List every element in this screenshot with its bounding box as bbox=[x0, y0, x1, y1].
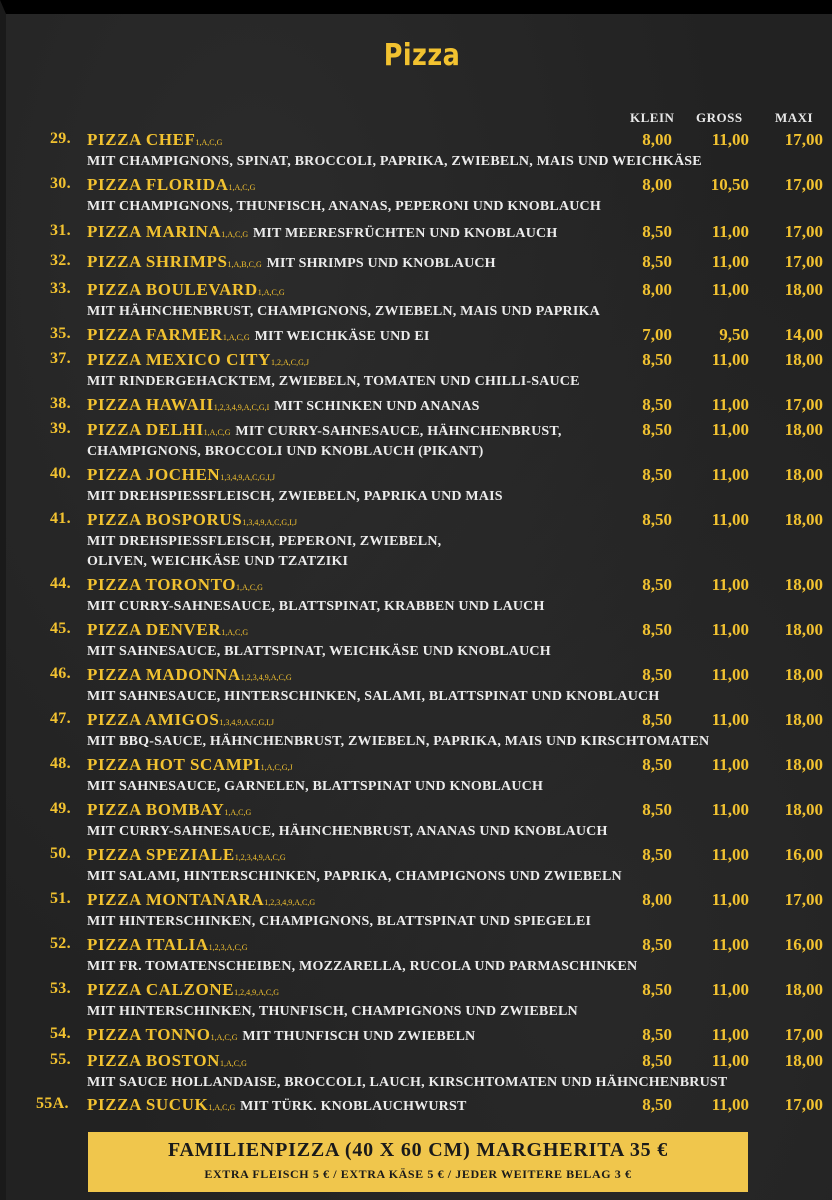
item-name bbox=[87, 665, 292, 685]
price-klein: 8,50 bbox=[642, 935, 672, 954]
allergen-codes: 1,A,C,G bbox=[236, 583, 263, 592]
menu-item-header bbox=[6, 1095, 832, 1117]
item-name bbox=[87, 175, 255, 195]
item-description: MIT CURRY-SAHNESAUCE, BLATTSPINAT, KRABBEN UND LAUCH bbox=[87, 599, 545, 614]
menu-item-header bbox=[6, 325, 832, 347]
price-klein: 8,50 bbox=[642, 1095, 672, 1114]
menu-item-header bbox=[6, 280, 832, 302]
price-maxi: 18,00 bbox=[784, 465, 823, 484]
allergen-codes: 1,A,C,G bbox=[203, 428, 231, 437]
item-number: 44. bbox=[50, 575, 71, 592]
item-description: MIT RINDERGEHACKTEM, ZWIEBELN, TOMATEN UND CHILLI-SAUCE bbox=[87, 374, 580, 389]
price-gross: 11,00 bbox=[711, 755, 749, 774]
menu-item-header bbox=[6, 465, 832, 487]
price-gross: 11,00 bbox=[711, 935, 749, 954]
menu-item-header bbox=[6, 710, 832, 732]
item-name bbox=[87, 280, 285, 300]
item-name bbox=[87, 420, 562, 440]
item-name bbox=[87, 222, 557, 242]
item-number: 45. bbox=[50, 620, 71, 637]
item-number: 35. bbox=[50, 325, 71, 342]
price-maxi: 18,00 bbox=[784, 755, 823, 774]
item-name bbox=[87, 1051, 247, 1071]
menu-item-header bbox=[6, 350, 832, 372]
allergen-codes: 1,A,C,G bbox=[222, 333, 250, 342]
item-number: 50. bbox=[50, 845, 71, 862]
price-gross: 11,00 bbox=[711, 1095, 749, 1114]
item-name-text: PIZZA BOULEVARD bbox=[87, 280, 258, 299]
price-gross: 11,00 bbox=[711, 890, 749, 909]
item-name-text: PIZZA AMIGOS bbox=[87, 710, 220, 729]
price-maxi: 18,00 bbox=[784, 1051, 823, 1070]
menu-item-header bbox=[6, 980, 832, 1002]
price-gross: 11,00 bbox=[711, 395, 749, 414]
menu-item-header bbox=[6, 420, 832, 442]
menu-item-header bbox=[6, 1051, 832, 1073]
price-maxi: 18,00 bbox=[784, 575, 823, 594]
item-name-text: PIZZA TONNO bbox=[87, 1025, 211, 1044]
item-name-text: PIZZA MADONNA bbox=[87, 665, 241, 684]
item-name bbox=[87, 252, 496, 272]
item-name-text: PIZZA MARINA bbox=[87, 222, 222, 241]
item-description: MIT MEERESFRÜCHTEN UND KNOBLAUCH bbox=[253, 226, 558, 241]
price-gross: 11,00 bbox=[711, 845, 749, 864]
allergen-codes: 1,3,4,9,A,C,G,I,J bbox=[220, 473, 275, 482]
item-name bbox=[87, 845, 286, 865]
menu-title: Pizza bbox=[383, 38, 461, 73]
item-number: 48. bbox=[50, 755, 71, 772]
item-number: 52. bbox=[50, 935, 71, 952]
price-klein: 8,50 bbox=[642, 980, 672, 999]
price-klein: 8,50 bbox=[642, 1051, 672, 1070]
item-description: MIT SAHNESAUCE, HINTERSCHINKEN, SALAMI, BLATTSPINAT UND KNOBLAUCH bbox=[87, 689, 660, 704]
price-maxi: 16,00 bbox=[784, 935, 823, 954]
item-name-text: PIZZA SPEZIALE bbox=[87, 845, 235, 864]
price-gross: 11,00 bbox=[711, 980, 749, 999]
price-maxi: 18,00 bbox=[784, 280, 823, 299]
price-klein: 8,50 bbox=[642, 420, 672, 439]
item-description: MIT TÜRK. KNOBLAUCHWURST bbox=[240, 1099, 467, 1114]
banner-title: FAMILIENPIZZA (40 X 60 CM) MARGHERITA 35 € bbox=[167, 1139, 669, 1161]
item-number: 33. bbox=[50, 280, 71, 297]
price-gross: 11,00 bbox=[711, 510, 749, 529]
price-gross: 11,00 bbox=[711, 350, 749, 369]
menu-item-header bbox=[6, 800, 832, 822]
item-name bbox=[87, 980, 279, 1000]
item-name-text: PIZZA MONTANARA bbox=[87, 890, 265, 909]
item-description: MIT SAHNESAUCE, GARNELEN, BLATTSPINAT UND KNOBLAUCH bbox=[87, 779, 544, 794]
price-gross: 9,50 bbox=[719, 325, 749, 344]
item-description: MIT DREHSPIESSFLEISCH, PEPERONI, ZWIEBELN, bbox=[87, 534, 442, 549]
item-description: MIT SHRIMPS UND KNOBLAUCH bbox=[266, 256, 496, 271]
item-number: 32. bbox=[50, 252, 71, 269]
price-gross: 11,00 bbox=[711, 665, 749, 684]
item-name bbox=[87, 130, 222, 150]
item-number: 54. bbox=[50, 1025, 71, 1042]
price-maxi: 18,00 bbox=[784, 980, 823, 999]
item-number: 55. bbox=[50, 1051, 71, 1068]
item-name-text: PIZZA CALZONE bbox=[87, 980, 235, 999]
item-name-text: PIZZA HAWAII bbox=[87, 395, 214, 414]
price-maxi: 17,00 bbox=[784, 130, 823, 149]
item-number: 38. bbox=[50, 395, 71, 412]
item-name-text: PIZZA TORONTO bbox=[87, 575, 237, 594]
menu-item-header bbox=[6, 252, 832, 274]
price-gross: 11,00 bbox=[711, 620, 749, 639]
price-gross: 11,00 bbox=[711, 280, 749, 299]
item-number: 51. bbox=[50, 890, 71, 907]
item-number: 46. bbox=[50, 665, 71, 682]
item-name bbox=[87, 800, 251, 820]
allergen-codes: 1,A,C,G bbox=[228, 183, 256, 192]
item-description: MIT THUNFISCH UND ZWIEBELN bbox=[242, 1029, 476, 1044]
menu-item-header bbox=[6, 890, 832, 912]
price-maxi: 17,00 bbox=[784, 175, 823, 194]
item-description: MIT CHAMPIGNONS, THUNFISCH, ANANAS, PEPERONI UND KNOBLAUCH bbox=[87, 199, 601, 214]
price-maxi: 17,00 bbox=[784, 890, 823, 909]
menu-item-header bbox=[6, 510, 832, 532]
item-number: 39. bbox=[50, 420, 71, 437]
price-gross: 11,00 bbox=[711, 465, 749, 484]
price-gross: 11,00 bbox=[711, 420, 749, 439]
price-klein: 8,50 bbox=[642, 755, 672, 774]
price-klein: 8,50 bbox=[642, 575, 672, 594]
allergen-codes: 1,2,4,9,A,C,G bbox=[234, 988, 280, 997]
item-name bbox=[87, 350, 309, 370]
price-klein: 8,00 bbox=[642, 175, 672, 194]
item-name bbox=[87, 1025, 475, 1045]
price-gross: 11,00 bbox=[711, 800, 749, 819]
item-number: 41. bbox=[50, 510, 71, 527]
allergen-codes: 1,A,C,G bbox=[224, 808, 252, 817]
price-klein: 8,50 bbox=[642, 465, 672, 484]
item-number: 37. bbox=[50, 350, 71, 367]
price-klein: 8,50 bbox=[642, 800, 672, 819]
item-description: CHAMPIGNONS, BROCCOLI UND KNOBLAUCH (PIKANT) bbox=[87, 444, 484, 459]
item-number: 29. bbox=[50, 130, 71, 147]
allergen-codes: 1,A,C,G bbox=[210, 1033, 238, 1042]
price-klein: 8,50 bbox=[642, 395, 672, 414]
allergen-codes: 1,A,B,C,G bbox=[227, 260, 262, 269]
column-header-gross: GROSS bbox=[696, 110, 743, 125]
allergen-codes: 1,A,C,G bbox=[221, 230, 249, 239]
menu-item-header bbox=[6, 130, 832, 152]
price-maxi: 17,00 bbox=[784, 395, 823, 414]
price-klein: 8,00 bbox=[642, 130, 672, 149]
item-name bbox=[87, 1095, 467, 1115]
item-number: 31. bbox=[50, 222, 71, 239]
allergen-codes: 1,A,C,G bbox=[220, 1059, 247, 1068]
item-description: OLIVEN, WEICHKÄSE UND TZATZIKI bbox=[87, 554, 349, 569]
column-header-klein: KLEIN bbox=[630, 110, 675, 125]
item-name bbox=[87, 755, 293, 775]
price-maxi: 18,00 bbox=[784, 420, 823, 439]
price-gross: 11,00 bbox=[711, 1051, 749, 1070]
menu-item-header bbox=[6, 665, 832, 687]
price-klein: 8,00 bbox=[642, 280, 672, 299]
item-description: MIT SAUCE HOLLANDAISE, BROCCOLI, LAUCH, KIRSCHTOMATEN UND HÄHNCHENBRUST bbox=[87, 1075, 728, 1090]
allergen-codes: 1,A,C,G bbox=[195, 138, 223, 147]
item-description: MIT HINTERSCHINKEN, CHAMPIGNONS, BLATTSPINAT UND SPIEGELEI bbox=[87, 914, 592, 929]
price-maxi: 14,00 bbox=[784, 325, 823, 344]
allergen-codes: 1,2,A,C,G,J bbox=[271, 358, 310, 367]
item-number: 49. bbox=[50, 800, 71, 817]
price-klein: 8,50 bbox=[642, 620, 672, 639]
item-name bbox=[87, 465, 275, 485]
price-gross: 10,50 bbox=[710, 175, 749, 194]
price-gross: 11,00 bbox=[711, 252, 749, 271]
item-name bbox=[87, 710, 274, 730]
item-name-text: PIZZA FLORIDA bbox=[87, 175, 229, 194]
price-gross: 11,00 bbox=[711, 575, 749, 594]
item-name-text: PIZZA SUCUK bbox=[87, 1095, 209, 1114]
item-number: 53. bbox=[50, 980, 71, 997]
price-gross: 11,00 bbox=[711, 710, 749, 729]
menu-item-header bbox=[6, 845, 832, 867]
item-description: MIT SCHINKEN UND ANANAS bbox=[274, 399, 480, 414]
price-maxi: 16,00 bbox=[784, 845, 823, 864]
item-description: MIT WEICHKÄSE UND EI bbox=[254, 329, 430, 344]
item-number: 30. bbox=[50, 175, 71, 192]
item-name-text: PIZZA BOSTON bbox=[87, 1051, 221, 1070]
item-name-text: PIZZA HOT SCAMPI bbox=[87, 755, 261, 774]
price-klein: 7,00 bbox=[642, 325, 672, 344]
item-name bbox=[87, 890, 315, 910]
item-name-text: PIZZA BOSPORUS bbox=[87, 510, 243, 529]
price-maxi: 18,00 bbox=[784, 800, 823, 819]
allergen-codes: 1,2,3,4,9,A,C,G bbox=[234, 853, 286, 862]
allergen-codes: 1,2,3,A,C,G bbox=[208, 943, 248, 952]
item-name bbox=[87, 935, 248, 955]
item-number: 55A. bbox=[36, 1095, 69, 1112]
item-name-text: PIZZA CHEF bbox=[87, 130, 196, 149]
item-name-text: PIZZA DENVER bbox=[87, 620, 222, 639]
allergen-codes: 1,3,4,9,A,C,G,I,J bbox=[219, 718, 275, 727]
item-name bbox=[87, 620, 248, 640]
allergen-codes: 1,3,4,9,A,C,G,I,J bbox=[242, 518, 297, 527]
item-number: 47. bbox=[50, 710, 71, 727]
banner-subtitle: EXTRA FLEISCH 5 € / EXTRA KÄSE 5 € / JEDER WEITERE BELAG 3 € bbox=[204, 1167, 632, 1181]
price-klein: 8,50 bbox=[642, 845, 672, 864]
menu-item-header bbox=[6, 620, 832, 642]
price-maxi: 17,00 bbox=[784, 252, 823, 271]
allergen-codes: 1,A,C,G bbox=[208, 1103, 236, 1112]
allergen-codes: 1,2,3,4,9,A,C,G bbox=[264, 898, 316, 907]
family-pizza-banner bbox=[88, 1132, 748, 1192]
item-name-text: PIZZA FARMER bbox=[87, 325, 223, 344]
item-description: MIT DREHSPIESSFLEISCH, ZWIEBELN, PAPRIKA UND MAIS bbox=[87, 489, 503, 504]
price-klein: 8,50 bbox=[642, 252, 672, 271]
item-name bbox=[87, 510, 297, 530]
price-klein: 8,50 bbox=[642, 1025, 672, 1044]
column-header-maxi: MAXI bbox=[775, 110, 814, 125]
price-gross: 11,00 bbox=[711, 222, 749, 241]
price-maxi: 18,00 bbox=[784, 620, 823, 639]
item-description: MIT CURRY-SAHNESAUCE, HÄHNCHENBRUST, bbox=[235, 424, 562, 439]
price-maxi: 17,00 bbox=[784, 1025, 823, 1044]
price-klein: 8,00 bbox=[642, 890, 672, 909]
allergen-codes: 1,A,C,G bbox=[257, 288, 285, 297]
item-number: 40. bbox=[50, 465, 71, 482]
item-description: MIT CHAMPIGNONS, SPINAT, BROCCOLI, PAPRIKA, ZWIEBELN, MAIS UND WEICHKÄSE bbox=[87, 154, 702, 169]
item-name-text: PIZZA DELHI bbox=[87, 420, 204, 439]
menu-item-header bbox=[6, 1025, 832, 1047]
menu-item-header bbox=[6, 755, 832, 777]
allergen-codes: 1,A,C,G,J bbox=[260, 763, 293, 772]
item-name-text: PIZZA BOMBAY bbox=[87, 800, 225, 819]
price-klein: 8,50 bbox=[642, 222, 672, 241]
price-maxi: 18,00 bbox=[784, 510, 823, 529]
price-maxi: 18,00 bbox=[784, 665, 823, 684]
price-maxi: 17,00 bbox=[784, 1095, 823, 1114]
item-name-text: PIZZA MEXICO CITY bbox=[87, 350, 272, 369]
item-description: MIT SALAMI, HINTERSCHINKEN, PAPRIKA, CHAMPIGNONS UND ZWIEBELN bbox=[87, 869, 622, 884]
item-description: MIT BBQ-SAUCE, HÄHNCHENBRUST, ZWIEBELN, PAPRIKA, MAIS UND KIRSCHTOMATEN bbox=[87, 734, 710, 749]
price-maxi: 17,00 bbox=[784, 222, 823, 241]
menu-item-header bbox=[6, 935, 832, 957]
item-name bbox=[87, 575, 263, 595]
item-description: MIT CURRY-SAHNESAUCE, HÄHNCHENBRUST, ANANAS UND KNOBLAUCH bbox=[87, 824, 608, 839]
price-gross: 11,00 bbox=[711, 130, 749, 149]
price-klein: 8,50 bbox=[642, 710, 672, 729]
price-klein: 8,50 bbox=[642, 350, 672, 369]
menu-item-header bbox=[6, 222, 832, 244]
menu-item-header bbox=[6, 395, 832, 417]
menu-item-header bbox=[6, 175, 832, 197]
item-description: MIT SAHNESAUCE, BLATTSPINAT, WEICHKÄSE UND KNOBLAUCH bbox=[87, 644, 551, 659]
item-name bbox=[87, 395, 480, 415]
price-klein: 8,50 bbox=[642, 510, 672, 529]
item-description: MIT FR. TOMATENSCHEIBEN, MOZZARELLA, RUCOLA UND PARMASCHINKEN bbox=[87, 959, 638, 974]
item-description: MIT HINTERSCHINKEN, THUNFISCH, CHAMPIGNONS UND ZWIEBELN bbox=[87, 1004, 578, 1019]
allergen-codes: 1,2,3,4,9,A,C,G bbox=[240, 673, 292, 682]
allergen-codes: 1,2,3,4,9,A,C,G,I bbox=[213, 403, 270, 412]
price-gross: 11,00 bbox=[711, 1025, 749, 1044]
item-name-text: PIZZA JOCHEN bbox=[87, 465, 221, 484]
item-description: MIT HÄHNCHENBRUST, CHAMPIGNONS, ZWIEBELN, MAIS UND PAPRIKA bbox=[87, 304, 600, 319]
allergen-codes: 1,A,C,G bbox=[221, 628, 249, 637]
price-maxi: 18,00 bbox=[784, 710, 823, 729]
item-name bbox=[87, 325, 430, 345]
price-maxi: 18,00 bbox=[784, 350, 823, 369]
price-klein: 8,50 bbox=[642, 665, 672, 684]
item-name-text: PIZZA SHRIMPS bbox=[87, 252, 228, 271]
menu-item-header bbox=[6, 575, 832, 597]
item-name-text: PIZZA ITALIA bbox=[87, 935, 209, 954]
